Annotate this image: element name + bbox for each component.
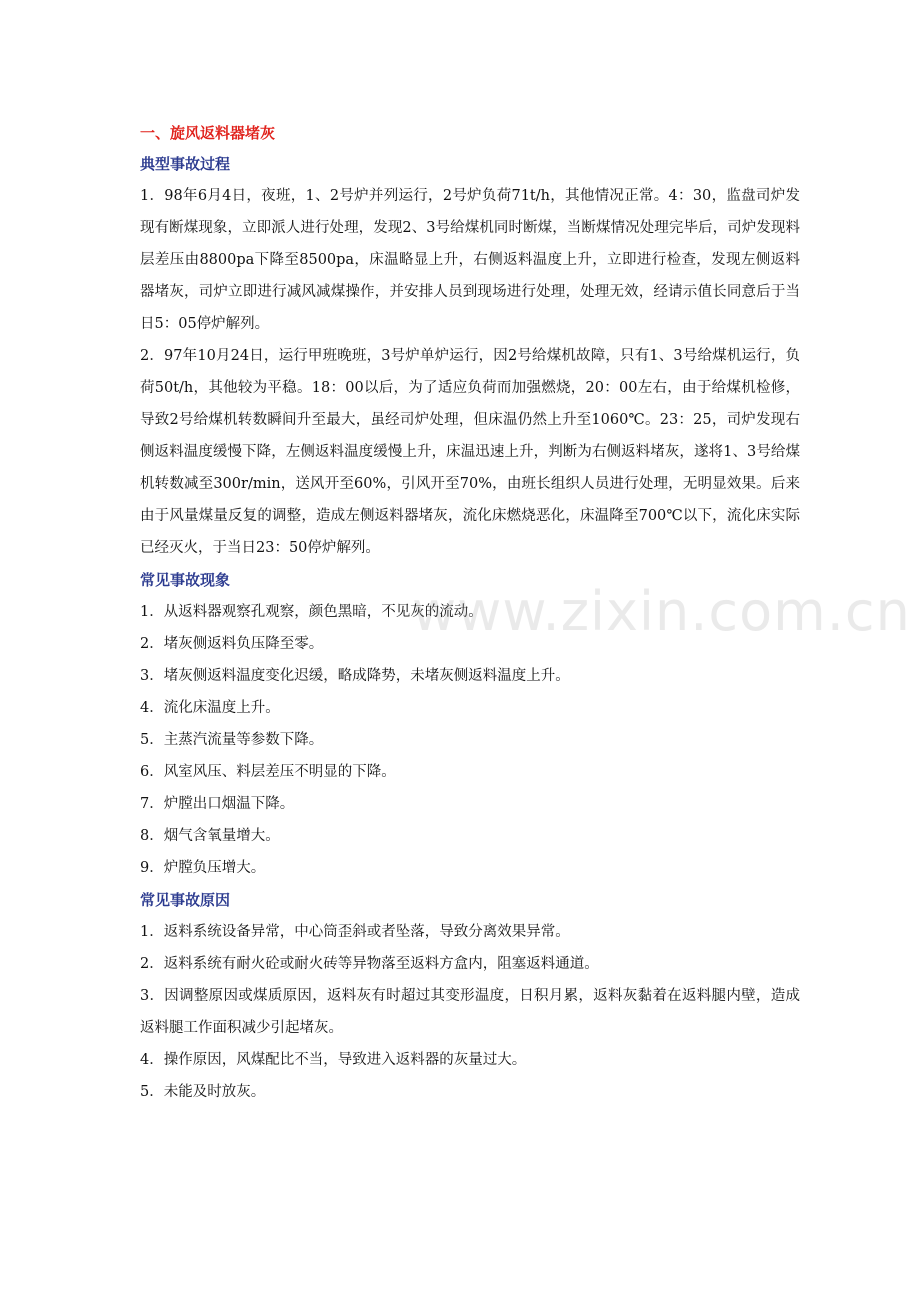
list-item: 7．炉膛出口烟温下降。 bbox=[140, 796, 295, 812]
section-heading: 典型事故过程 bbox=[140, 155, 231, 173]
document-title: 一、旋风返料器堵灰 bbox=[140, 124, 276, 142]
section-heading: 常见事故原因 bbox=[140, 891, 231, 909]
list-item: 5．未能及时放灰。 bbox=[140, 1084, 266, 1100]
list-item: 8．烟气含氧量增大。 bbox=[140, 828, 280, 844]
section-causes bbox=[140, 884, 800, 1108]
list-item: 4．流化床温度上升。 bbox=[140, 700, 280, 716]
paragraph: 2．97年10月24日，运行甲班晚班，3号炉单炉运行，因2号给煤机故障，只有1、3号给煤机运行，负荷50t/h，其他较为平稳。18：00以后，为了适应负荷而加强燃烧，20：00左右，由于给煤机检修，导致2号给煤机转数瞬间升至最大，虽经司炉处理，但床温仍然上升至1060℃。23：25，司炉发现右侧返料温度缓慢下降，左侧返料温度缓慢上升，床温迅速上升，判断为右侧返料堵灰，遂将1、3号给煤机转数减至300r/min，送风开至60%，引风开至70%，由班长组织人员进行处理，无明显效果。后来由于风量煤量反复的调整，造成左侧返料器堵灰，流化床燃烧恶化，床温降至700℃以下，流化床实际已经灭火，于当日23：50停炉解列。 bbox=[140, 348, 800, 556]
list-item: 3．因调整原因或煤质原因，返料灰有时超过其变形温度，日积月累，返料灰黏着在返料腿内壁，造成返料腿工作面积减少引起堵灰。 bbox=[140, 988, 800, 1036]
list-item: 6．风室风压、料层差压不明显的下降。 bbox=[140, 764, 396, 780]
list-item: 5．主蒸汽流量等参数下降。 bbox=[140, 732, 324, 748]
list-item: 3．堵灰侧返料温度变化迟缓，略成降势，未堵灰侧返料温度上升。 bbox=[140, 668, 570, 684]
watermark: www.zixin.com.cn bbox=[412, 580, 911, 643]
list-item: 1．从返料器观察孔观察，颜色黑暗，不见灰的流动。 bbox=[140, 604, 483, 620]
list-item: 9．炉膛负压增大。 bbox=[140, 860, 266, 876]
section-symptoms bbox=[140, 564, 800, 884]
document-page bbox=[140, 118, 800, 1108]
list-item: 2．堵灰侧返料负压降至零。 bbox=[140, 636, 324, 652]
section-typical-process bbox=[140, 148, 800, 564]
list-item: 2．返料系统有耐火砼或耐火砖等异物落至返料方盒内，阻塞返料通道。 bbox=[140, 956, 599, 972]
paragraph: 1．98年6月4日，夜班，1、2号炉并列运行，2号炉负荷71t/h，其他情况正常。4：30，监盘司炉发现有断煤现象，立即派人进行处理，发现2、3号给煤机同时断煤，当断煤情况处理完毕后，司炉发现料层差压由8800pa下降至8500pa，床温略显上升，右侧返料温度上升，立即进行检查，发现左侧返料器堵灰，司炉立即进行减风减煤操作，并安排人员到现场进行处理，处理无效，经请示值长同意后于当日5：05停炉解列。 bbox=[140, 188, 800, 332]
section-heading: 常见事故现象 bbox=[140, 571, 231, 589]
list-item: 4．操作原因，风煤配比不当，导致进入返料器的灰量过大。 bbox=[140, 1052, 527, 1068]
list-item: 1．返料系统设备异常，中心筒歪斜或者坠落，导致分离效果异常。 bbox=[140, 924, 570, 940]
